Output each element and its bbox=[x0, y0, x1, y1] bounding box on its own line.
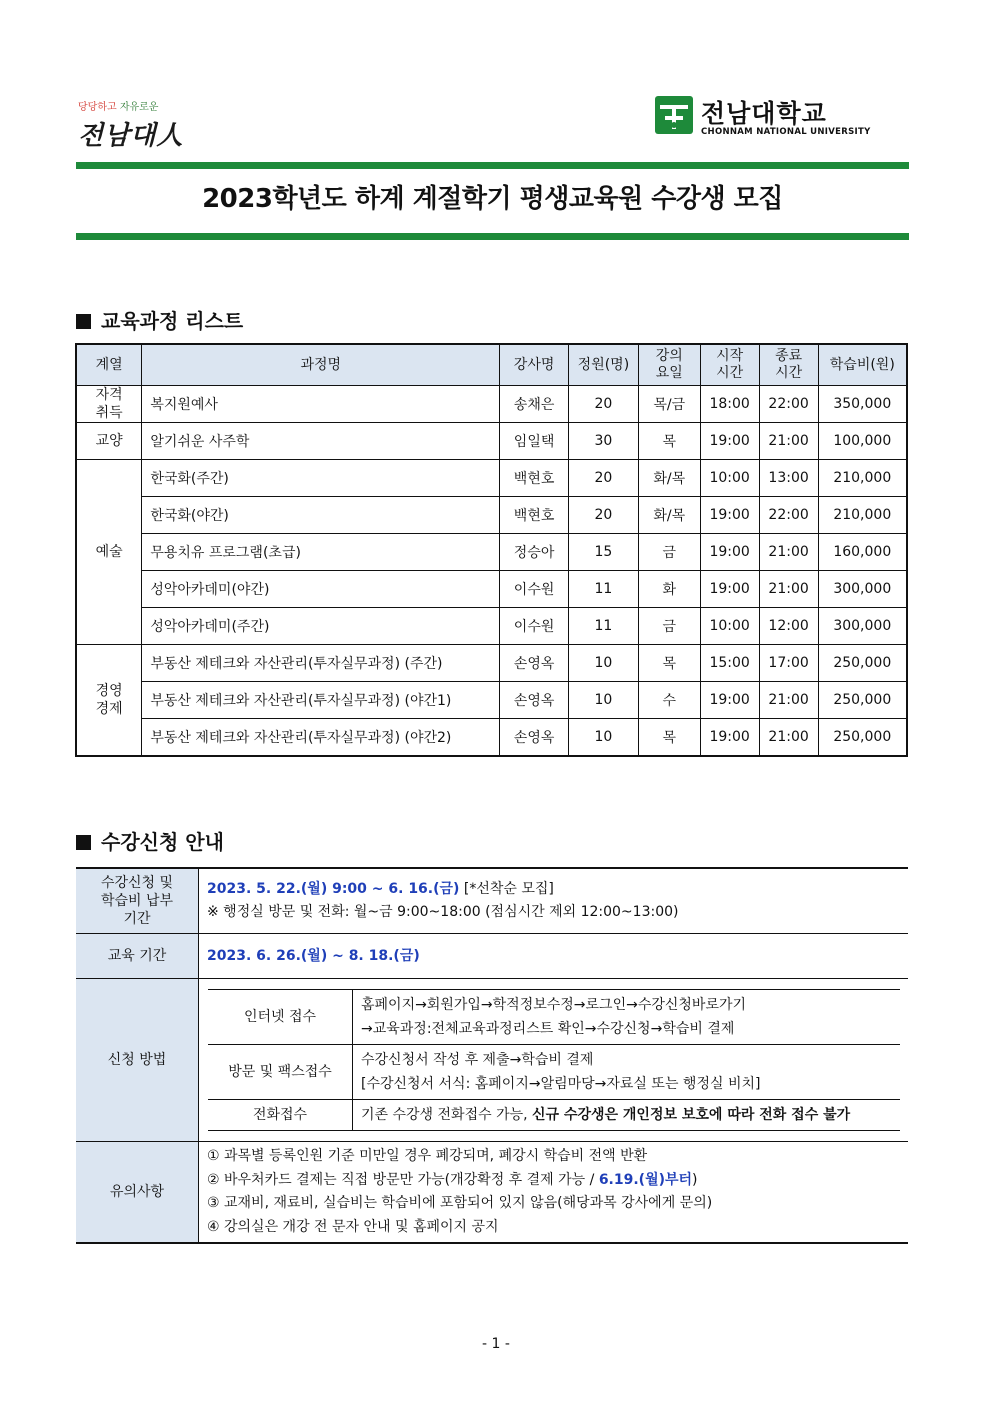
method-row-phone bbox=[208, 1100, 900, 1131]
period-office-hours: ※ 행정실 방문 및 전화: 월~금 9:00~18:00 (점심시간 제외 12:00~13:00) bbox=[207, 904, 679, 920]
capacity-cell: 10 bbox=[569, 645, 639, 682]
start-cell: 19:00 bbox=[700, 534, 759, 571]
capacity-cell: 20 bbox=[569, 497, 639, 534]
info-row-edu-period bbox=[76, 934, 908, 979]
fee-cell: 250,000 bbox=[818, 682, 907, 719]
end-cell: 17:00 bbox=[759, 645, 818, 682]
page-number: - 1 - bbox=[482, 1336, 510, 1352]
method-row-visit bbox=[208, 1045, 900, 1100]
header-category: 계열 bbox=[76, 344, 142, 386]
day-cell: 화/목 bbox=[638, 497, 700, 534]
header-capacity: 정원(명) bbox=[569, 344, 639, 386]
instructor-cell: 이수원 bbox=[500, 571, 569, 608]
info-row-method bbox=[76, 979, 908, 1142]
page-title: 2023학년도 하계 계절학기 평생교육원 수강생 모집 bbox=[202, 184, 783, 214]
table-row bbox=[76, 608, 907, 645]
method-phone-desc: 기존 수강생 전화접수 가능, 신규 수강생은 개인정보 보호에 따라 전화 접수 불가 bbox=[353, 1100, 901, 1131]
table-row bbox=[76, 386, 907, 423]
header-start: 시작 시간 bbox=[700, 344, 759, 386]
table-row bbox=[76, 460, 907, 497]
course-name-cell: 무용치유 프로그램(초급) bbox=[142, 534, 500, 571]
period-value bbox=[199, 868, 909, 934]
course-name-cell: 한국화(주간) bbox=[142, 460, 500, 497]
edu-dates: 2023. 6. 26.(월) ~ 8. 18.(금) bbox=[207, 947, 420, 964]
end-cell: 21:00 bbox=[759, 534, 818, 571]
university-name: 전남대학교 bbox=[701, 99, 827, 128]
day-cell: 금 bbox=[638, 534, 700, 571]
table-row bbox=[76, 645, 907, 682]
fee-cell: 300,000 bbox=[818, 608, 907, 645]
category-cell: 자격 취득 bbox=[76, 386, 142, 423]
start-cell: 19:00 bbox=[700, 682, 759, 719]
fee-cell: 250,000 bbox=[818, 645, 907, 682]
end-cell: 21:00 bbox=[759, 571, 818, 608]
period-note: [*선착순 모집] bbox=[459, 881, 554, 897]
info-row-notes bbox=[76, 1142, 908, 1244]
title-top-bar bbox=[76, 162, 909, 169]
category-cell: 예술 bbox=[76, 460, 142, 645]
header-end: 종료 시간 bbox=[759, 344, 818, 386]
day-cell: 화 bbox=[638, 571, 700, 608]
method-visit-desc: 수강신청서 작성 후 제출→학습비 결제 [수강신청서 서식: 홈페이지→알림마당→자료실 또는 행정실 비치] bbox=[353, 1045, 901, 1100]
capacity-cell: 20 bbox=[569, 460, 639, 497]
instructor-cell: 임일택 bbox=[500, 423, 569, 460]
start-cell: 18:00 bbox=[700, 386, 759, 423]
start-cell: 19:00 bbox=[700, 423, 759, 460]
fee-cell: 350,000 bbox=[818, 386, 907, 423]
table-row bbox=[76, 497, 907, 534]
capacity-cell: 10 bbox=[569, 719, 639, 757]
capacity-cell: 30 bbox=[569, 423, 639, 460]
end-cell: 21:00 bbox=[759, 423, 818, 460]
header-instructor: 강사명 bbox=[500, 344, 569, 386]
instructor-cell: 손영옥 bbox=[500, 645, 569, 682]
instructor-cell: 손영옥 bbox=[500, 719, 569, 757]
capacity-cell: 20 bbox=[569, 386, 639, 423]
slogan-text: 당당하고 자유로운 bbox=[78, 102, 159, 113]
edu-period-value bbox=[199, 934, 909, 979]
instructor-cell: 송채은 bbox=[500, 386, 569, 423]
notes-label: 유의사항 bbox=[76, 1142, 199, 1244]
day-cell: 목 bbox=[638, 423, 700, 460]
course-name-cell: 성악아카데미(주간) bbox=[142, 608, 500, 645]
instructor-cell: 정승아 bbox=[500, 534, 569, 571]
application-info-table bbox=[76, 867, 908, 1244]
end-cell: 13:00 bbox=[759, 460, 818, 497]
header-course-name: 과정명 bbox=[142, 344, 500, 386]
note-item: ③ 교재비, 재료비, 실습비는 학습비에 포함되어 있지 않음(해당과목 강사에게 문의) bbox=[207, 1195, 713, 1211]
section-heading-courses: 교육과정 리스트 bbox=[76, 305, 243, 334]
instructor-cell: 손영옥 bbox=[500, 682, 569, 719]
instructor-cell: 백현호 bbox=[500, 460, 569, 497]
period-label: 수강신청 및 학습비 납부 기간 bbox=[76, 868, 199, 934]
fee-cell: 210,000 bbox=[818, 460, 907, 497]
fee-cell: 210,000 bbox=[818, 497, 907, 534]
day-cell: 목/금 bbox=[638, 386, 700, 423]
title-bottom-bar bbox=[76, 233, 909, 240]
edu-period-label: 교육 기간 bbox=[76, 934, 199, 979]
notes-value bbox=[199, 1142, 909, 1244]
method-label: 신청 방법 bbox=[76, 979, 199, 1142]
start-cell: 10:00 bbox=[700, 460, 759, 497]
square-bullet-icon bbox=[76, 314, 91, 329]
capacity-cell: 11 bbox=[569, 571, 639, 608]
day-cell: 화/목 bbox=[638, 460, 700, 497]
note-item: ① 과목별 등록인원 기준 미만일 경우 폐강되며, 폐강시 학습비 전액 반환 bbox=[207, 1148, 648, 1164]
capacity-cell: 10 bbox=[569, 682, 639, 719]
day-cell: 목 bbox=[638, 645, 700, 682]
header-day: 강의 요일 bbox=[638, 344, 700, 386]
capacity-cell: 11 bbox=[569, 608, 639, 645]
method-row-internet bbox=[208, 990, 900, 1045]
university-eng-name: CHONNAM NATIONAL UNIVERSITY bbox=[701, 127, 871, 137]
start-cell: 19:00 bbox=[700, 497, 759, 534]
fee-cell: 300,000 bbox=[818, 571, 907, 608]
start-cell: 19:00 bbox=[700, 719, 759, 757]
note-item: ② 바우처카드 결제는 직접 방문만 가능(개강확정 후 결제 가능 / 6.19.(월)부터) bbox=[207, 1171, 698, 1188]
table-row bbox=[76, 682, 907, 719]
method-value bbox=[199, 979, 909, 1142]
course-name-cell: 알기쉬운 사주학 bbox=[142, 423, 500, 460]
end-cell: 21:00 bbox=[759, 719, 818, 757]
course-name-cell: 부동산 제테크와 자산관리(투자실무과정) (야간1) bbox=[142, 682, 500, 719]
method-visit-label: 방문 및 팩스접수 bbox=[208, 1045, 353, 1100]
end-cell: 21:00 bbox=[759, 682, 818, 719]
table-row bbox=[76, 534, 907, 571]
university-logo bbox=[655, 94, 875, 142]
day-cell: 금 bbox=[638, 608, 700, 645]
day-cell: 수 bbox=[638, 682, 700, 719]
fee-cell: 250,000 bbox=[818, 719, 907, 757]
header-fee: 학습비(원) bbox=[818, 344, 907, 386]
end-cell: 22:00 bbox=[759, 386, 818, 423]
instructor-cell: 백현호 bbox=[500, 497, 569, 534]
end-cell: 22:00 bbox=[759, 497, 818, 534]
method-internet-label: 인터넷 접수 bbox=[208, 990, 353, 1045]
capacity-cell: 15 bbox=[569, 534, 639, 571]
note-item: ④ 강의실은 개강 전 문자 안내 및 홈페이지 공지 bbox=[207, 1218, 499, 1235]
brand-script: 전남대人 bbox=[78, 121, 184, 151]
phone-restriction: 신규 수강생은 개인정보 보호에 따라 전화 접수 불가 bbox=[532, 1107, 851, 1123]
start-cell: 15:00 bbox=[700, 645, 759, 682]
category-cell: 교양 bbox=[76, 423, 142, 460]
info-row-period bbox=[76, 868, 908, 934]
course-name-cell: 성악아카데미(야간) bbox=[142, 571, 500, 608]
period-dates: 2023. 5. 22.(월) 9:00 ~ 6. 16.(금) bbox=[207, 881, 460, 897]
category-cell: 경영 경제 bbox=[76, 645, 142, 757]
instructor-cell: 이수원 bbox=[500, 608, 569, 645]
fee-cell: 160,000 bbox=[818, 534, 907, 571]
course-name-cell: 복지원예사 bbox=[142, 386, 500, 423]
course-table-header bbox=[76, 344, 907, 386]
method-phone-label: 전화접수 bbox=[208, 1100, 353, 1131]
university-emblem-icon bbox=[655, 96, 693, 134]
table-row bbox=[76, 571, 907, 608]
slogan-logo bbox=[78, 98, 228, 150]
method-internet-desc: 홈페이지→회원가입→학적정보수정→로그인→수강신청바로가기 →교육과정:전체교육과정리스트 확인→수강신청→학습비 결제 bbox=[353, 990, 901, 1045]
course-name-cell: 한국화(야간) bbox=[142, 497, 500, 534]
section-heading-application: 수강신청 안내 bbox=[76, 826, 224, 855]
course-name-cell: 부동산 제테크와 자산관리(투자실무과정) (야간2) bbox=[142, 719, 500, 757]
day-cell: 목 bbox=[638, 719, 700, 757]
table-row bbox=[76, 423, 907, 460]
method-table bbox=[208, 989, 900, 1131]
fee-cell: 100,000 bbox=[818, 423, 907, 460]
course-table bbox=[75, 343, 908, 757]
course-name-cell: 부동산 제테크와 자산관리(투자실무과정) (주간) bbox=[142, 645, 500, 682]
table-row bbox=[76, 719, 907, 757]
end-cell: 12:00 bbox=[759, 608, 818, 645]
square-bullet-icon bbox=[76, 835, 91, 850]
start-cell: 10:00 bbox=[700, 608, 759, 645]
start-cell: 19:00 bbox=[700, 571, 759, 608]
